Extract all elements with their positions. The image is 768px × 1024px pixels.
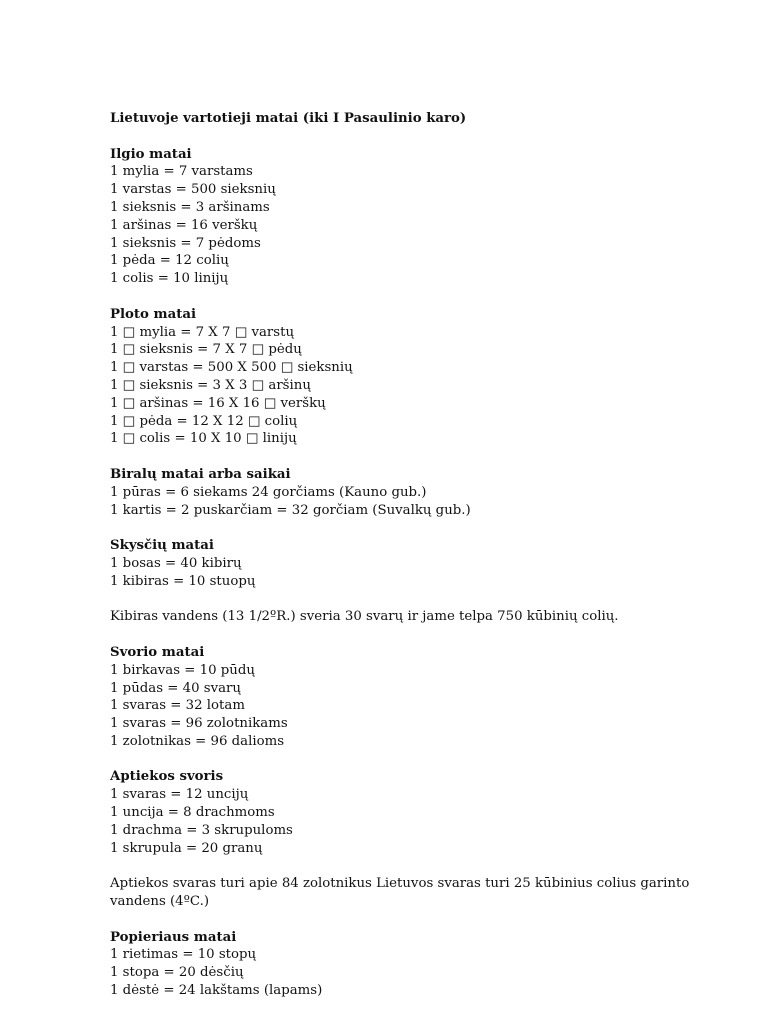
unit-line: 1 varstas = 500 sieksnių bbox=[110, 182, 276, 198]
unit-line: 1 svaras = 12 uncijų bbox=[110, 787, 249, 803]
unit-line: 1 □ pėda = 12 X 12 □ colių bbox=[110, 413, 298, 429]
unit-line: 1 pėda = 12 colių bbox=[110, 253, 229, 269]
document-body bbox=[110, 110, 730, 1018]
section-title: Popieriaus matai bbox=[110, 929, 237, 945]
unit-line: 1 drachma = 3 skrupuloms bbox=[110, 822, 293, 838]
unit-line: 1 mylia = 7 varstams bbox=[110, 164, 253, 180]
unit-line: 1 □ varstas = 500 X 500 □ sieksnių bbox=[110, 360, 353, 376]
section-length-units bbox=[110, 146, 730, 288]
section-paper-units bbox=[110, 929, 730, 1000]
section-title: Svorio matai bbox=[110, 644, 205, 660]
section-title: Ilgio matai bbox=[110, 146, 192, 162]
unit-line: 1 aršinas = 16 verškų bbox=[110, 217, 258, 233]
unit-line: 1 sieksnis = 3 aršinams bbox=[110, 199, 270, 215]
note-paragraph bbox=[110, 875, 730, 911]
section-area-units bbox=[110, 306, 730, 448]
unit-line: 1 svaras = 96 zolotnikams bbox=[110, 716, 288, 732]
unit-line: 1 uncija = 8 drachmoms bbox=[110, 805, 275, 821]
unit-line: 1 svaras = 32 lotam bbox=[110, 698, 245, 714]
note-paragraph bbox=[110, 608, 730, 626]
unit-line: 1 kibiras = 10 stuopų bbox=[110, 573, 256, 589]
section-weight-units bbox=[110, 644, 730, 751]
unit-line: 1 □ mylia = 7 X 7 □ varstų bbox=[110, 324, 295, 340]
unit-line: 1 stopa = 20 dėsčių bbox=[110, 965, 244, 981]
unit-line: 1 birkavas = 10 pūdų bbox=[110, 662, 255, 678]
section-title: Aptiekos svoris bbox=[110, 769, 224, 785]
unit-line: 1 bosas = 40 kibirų bbox=[110, 555, 242, 571]
unit-line: 1 kartis = 2 puskarčiam = 32 gorčiam (Suvalkų gub.) bbox=[110, 502, 471, 518]
section-grain-units bbox=[110, 466, 730, 519]
unit-line: 1 □ sieksnis = 7 X 7 □ pėdų bbox=[110, 342, 302, 358]
unit-line: 1 □ aršinas = 16 X 16 □ verškų bbox=[110, 395, 326, 411]
document-title: Lietuvoje vartotieji matai (iki I Pasaulinio karo) bbox=[110, 111, 467, 126]
unit-line: 1 zolotnikas = 96 dalioms bbox=[110, 733, 285, 749]
section-title: Ploto matai bbox=[110, 306, 197, 322]
unit-line: 1 pūdas = 40 svarų bbox=[110, 680, 241, 696]
unit-line: 1 skrupula = 20 granų bbox=[110, 840, 263, 856]
note-text: Aptiekos svaras turi apie 84 zolotnikus Lietuvos svaras turi 25 kūbinius colius garinto vandens (4ºC.) bbox=[110, 876, 690, 910]
unit-line: 1 pūras = 6 siekams 24 gorčiams (Kauno gub.) bbox=[110, 484, 427, 500]
unit-line: 1 □ colis = 10 X 10 □ linijų bbox=[110, 431, 297, 447]
section-liquid-units bbox=[110, 537, 730, 590]
section-pharmacy-weight bbox=[110, 768, 730, 857]
section-title: Biralų matai arba saikai bbox=[110, 466, 291, 482]
note-text: Kibiras vandens (13 1/2ºR.) sveria 30 svarų ir jame telpa 750 kūbinių colių. bbox=[110, 609, 619, 625]
section-title: Skysčių matai bbox=[110, 538, 214, 554]
unit-line: 1 rietimas = 10 stopų bbox=[110, 947, 257, 963]
unit-line: 1 sieksnis = 7 pėdoms bbox=[110, 235, 261, 251]
unit-line: 1 □ sieksnis = 3 X 3 □ aršinų bbox=[110, 377, 311, 393]
unit-line: 1 colis = 10 linijų bbox=[110, 271, 229, 287]
unit-line: 1 dėstė = 24 lakštams (lapams) bbox=[110, 983, 323, 999]
